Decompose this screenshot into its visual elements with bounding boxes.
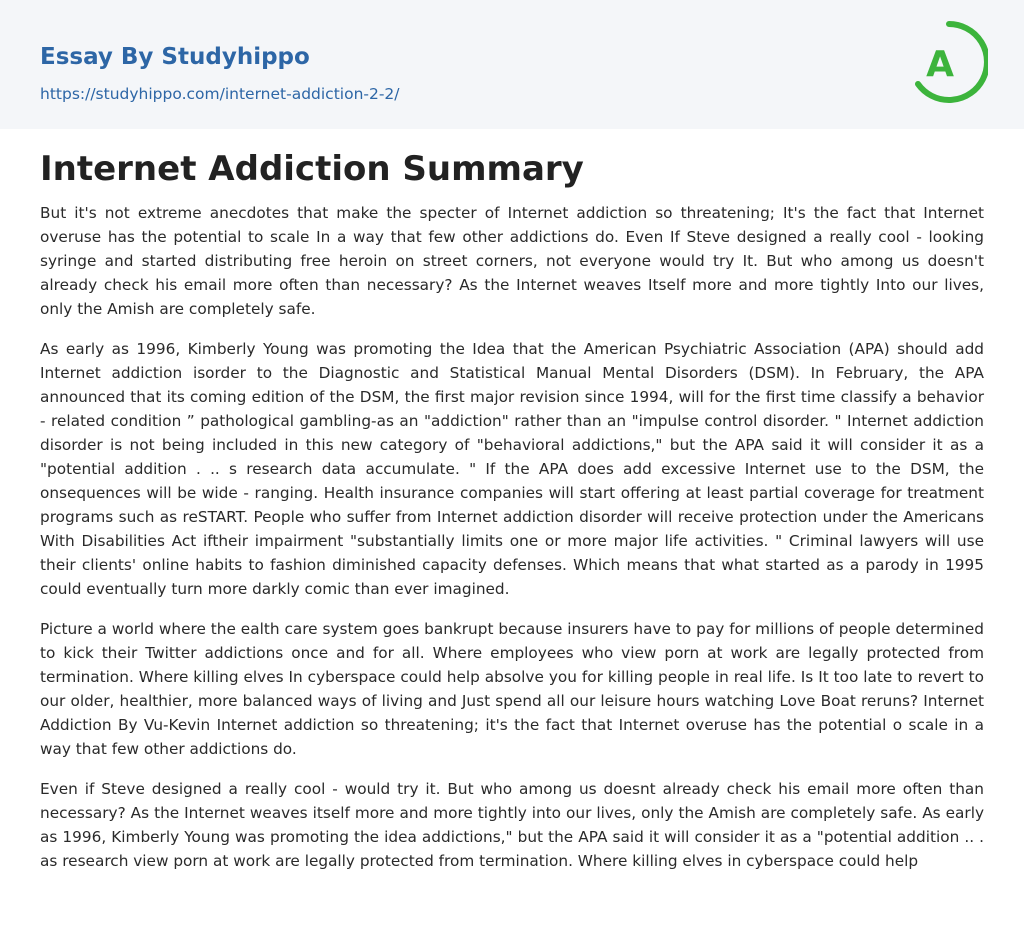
article-paragraph-2: As early as 1996, Kimberly Young was promoting the Idea that the American Psychiatric Association (APA) should add Internet addiction isorder to the Diagnostic and Statistical Manual Mental Disorders (DSM). In February, the APA announced that its coming edition of the DSM, the first major revision since 1994, will for the first time classify a behavior - related condition ” pathological gambling-as an "addiction" rather than an "impulse control disorder. " Internet addiction disorder is not being included in this new category of "behavioral addictions," but the APA said it will consider it as a "potential addition . .. s research data accumulate. " If the APA does add excessive Internet use to the DSM, the onsequences will be wide - ranging. Health insurance companies will start offering at least partial coverage for treatment programs such as reSTART. People who suffer from Internet addiction disorder will receive protection under the Americans With Disabilities Act iftheir impairment "substantially limits one or more major life activities. " Criminal lawyers will use their clients' online habits to fashion diminished capacity defenses. Which means that what started as a parody in 1995 could eventually turn more darkly comic than ever imagined. <box>40 340 984 598</box>
article-paragraph-1: But it's not extreme anecdotes that make the specter of Internet addiction so threatening; It's the fact that Internet overuse has the potential to scale In a way that few other addictions do. Even If Steve designed a really cool - looking syringe and started distributing free heroin on street corners, not everyone would try It. But who among us doesn't already check his email more often than necessary? As the Internet weaves Itself more and more tightly Into our lives, only the Amish are completely safe. <box>40 204 984 318</box>
site-brand[interactable]: Essay By Studyhippo <box>40 44 310 70</box>
article-title: Internet Addiction Summary <box>40 149 584 189</box>
article-paragraph-4: Even if Steve designed a really cool - would try it. But who among us doesnt already check his email more often than necessary? As the Internet weaves itself more and more tightly into our lives, only the Amish are completely safe. As early as 1996, Kimberly Young was promoting the idea addictions," but the APA said it will consider it as a "potential addition .. . as research view porn at work are legally protected from termination. Where killing elves in cyberspace could help <box>40 780 984 870</box>
article-paragraph-3: Picture a world where the ealth care system goes bankrupt because insurers have to pay for millions of people determined to kick their Twitter addictions once and for all. Where employees who view porn at work are legally protected from termination. Where killing elves In cyberspace could help absolve you for killing people in real life. Is It too late to revert to our older, healthier, more balanced ways of living and Just spend all our leisure hours watching Love Boat reruns? Internet Addiction By Vu-Kevin Internet addiction so threatening; it's the fact that Internet overuse has the potential o scale in a way that few other addictions do. <box>40 620 984 758</box>
studyhippo-logo-icon[interactable] <box>910 18 988 106</box>
essay-url-link[interactable]: https://studyhippo.com/internet-addiction-2-2/ <box>40 85 400 103</box>
article-content <box>0 129 1024 873</box>
logo-letter: A <box>926 44 954 85</box>
page-header <box>0 0 1024 129</box>
